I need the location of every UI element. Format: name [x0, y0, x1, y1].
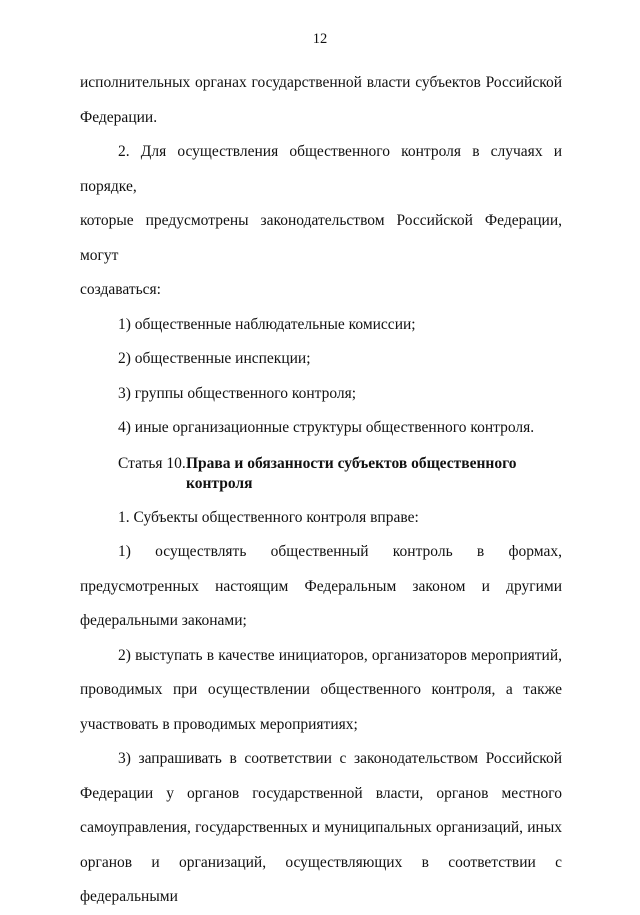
article-heading: [118, 454, 562, 494]
text-line: исполнительных органах государственной власти субъектов Российской: [80, 74, 562, 91]
article-label: Статья 10.: [118, 454, 186, 472]
list-item: 2) общественные инспекции;: [118, 350, 311, 367]
text-line: 2. Для осуществления общественного контроля в случаях и порядке,: [80, 143, 562, 195]
text-line: 1) осуществлять общественный контроль в формах,: [118, 543, 562, 560]
text-line: которые предусмотрены законодательством Российской Федерации, могут: [80, 212, 562, 264]
text-line: самоуправления, государственных и муниципальных организаций, иных: [80, 819, 562, 836]
list-item: 4) иные организационные структуры общественного контроля.: [118, 419, 535, 436]
text-line: Федерации у органов государственной власти, органов местного: [80, 784, 562, 802]
text-line: 2) выступать в качестве инициаторов, организаторов мероприятий,: [118, 646, 562, 664]
text-line: органов и организаций, осуществляющих в соответствии с федеральными: [80, 853, 562, 905]
text-line: 1. Субъекты общественного контроля вправе:: [118, 508, 419, 526]
list-item: 1) общественные наблюдательные комиссии;: [118, 315, 416, 333]
document-body: [80, 66, 562, 915]
text-line: создаваться:: [80, 281, 161, 298]
page-number: 12: [312, 31, 328, 47]
text-line: участвовать в проводимых мероприятиях;: [80, 715, 358, 733]
text-line: предусмотренных настоящим Федеральным законом и другими: [80, 577, 562, 595]
text-line: Федерации.: [80, 108, 158, 126]
text-line: 3) запрашивать в соответствии с законодательством Российской: [118, 750, 562, 767]
article-title: Права и обязанности субъектов общественного контроля: [186, 454, 517, 492]
text-line: проводимых при осуществлении общественного контроля, а также: [80, 681, 562, 698]
text-line: федеральными законами;: [80, 612, 247, 629]
list-item: 3) группы общественного контроля;: [118, 384, 357, 402]
